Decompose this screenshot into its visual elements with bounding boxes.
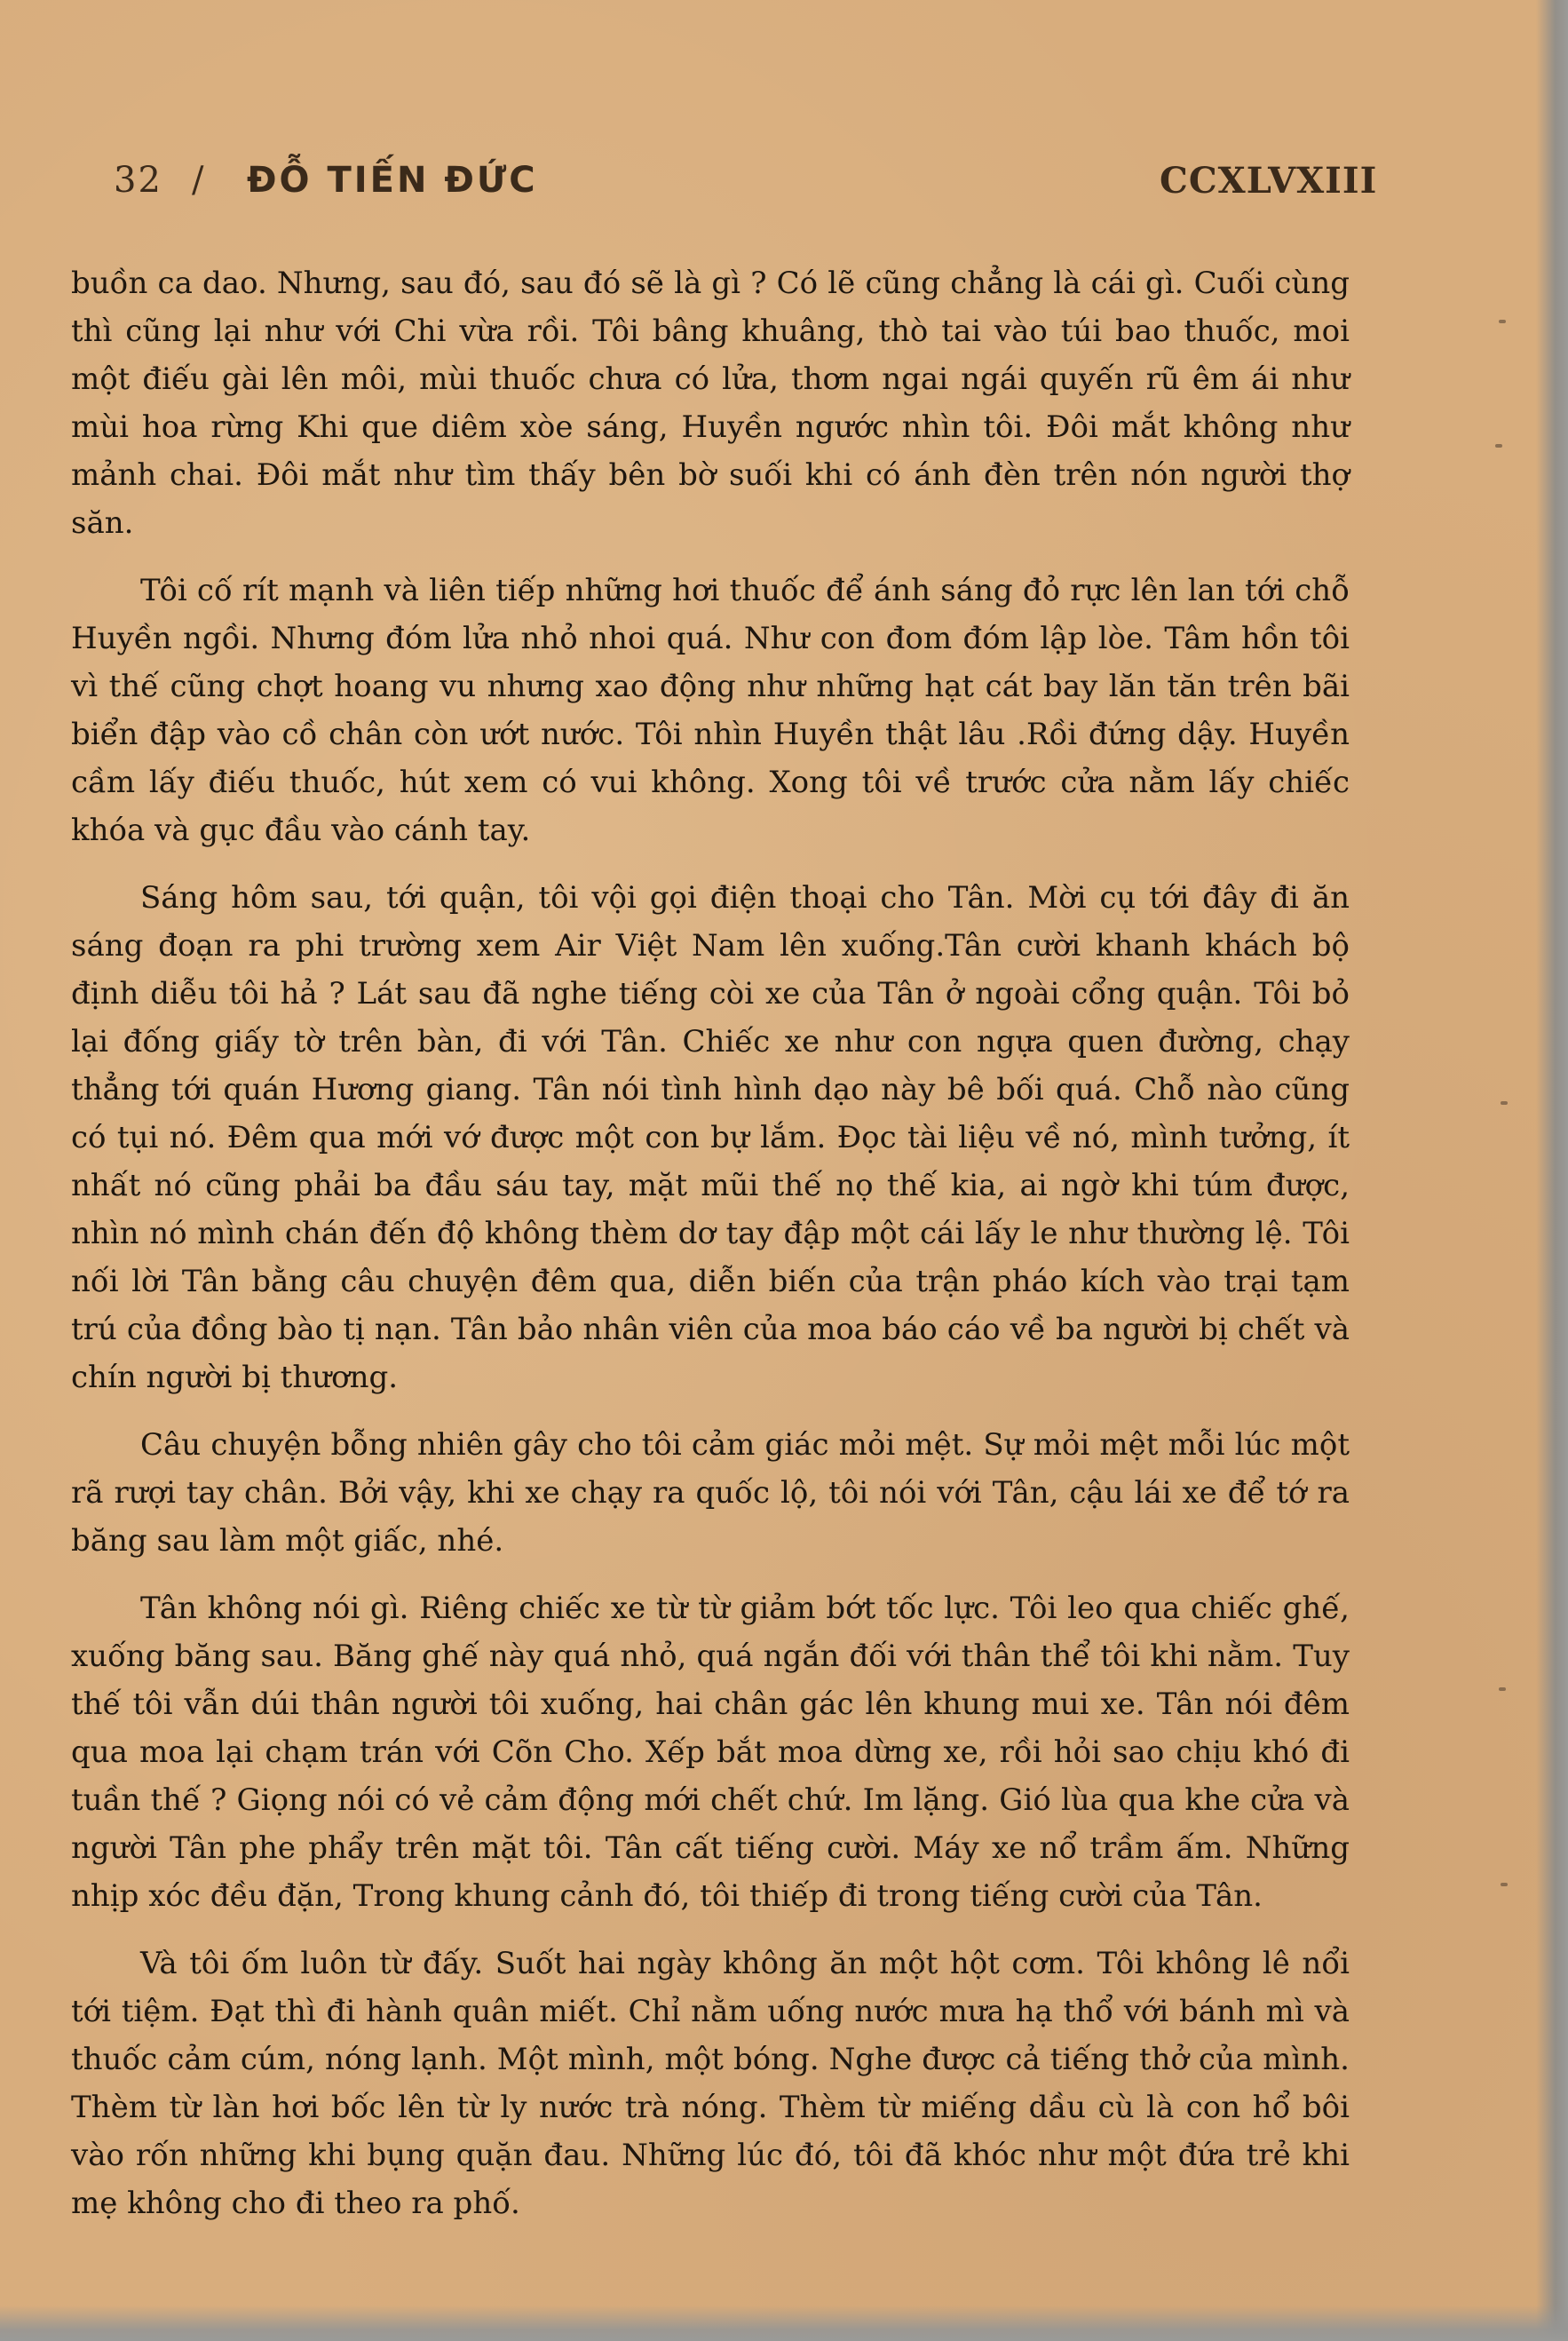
paragraph-6: Và tôi ốm luôn từ đấy. Suốt hai ngày không ăn một hột cơm. Tôi không lê nổi tới tiệm. Đạt thì đi hành quân miết. Chỉ nằm uống nước mưa hạ thổ với bánh mì và thuốc cảm cúm, nóng lạnh. Một mình, một bóng. Nghe được cả tiếng thở của mình. Thèm từ làn hơi bốc lên từ ly nước trà nóng. Thèm từ miếng dầu cù là con hổ bôi vào rốn những khi bụng quặn đau. Những lúc đó, tôi đã khóc như một đứa trẻ khi mẹ không cho đi theo ra phố. [71, 1946, 1350, 2221]
paper-speck [1499, 1687, 1506, 1691]
paper-speck [1501, 1101, 1508, 1105]
paper-speck [1499, 320, 1506, 323]
paper-speck [1501, 1883, 1508, 1886]
author-name: ĐỖ TIẾN ĐỨC [247, 160, 538, 201]
paragraph-1: buồn ca dao. Nhưng, sau đó, sau đó sẽ là gì ? Có lẽ cũng chẳng là cái gì. Cuối cùng thì cũng lại như với Chi vừa rồi. Tôi bâng khuâng, thò tai vào túi bao thuốc, moi một điếu gài lên môi, mùi thuốc chưa có lửa, thơm ngai ngái quyến rũ êm ái như mùi hoa rừng Khi que diêm xòe sáng, Huyền ngước nhìn tôi. Đôi mắt không như mảnh chai. Đôi mắt như tìm thấy bên bờ suối khi có ánh đèn trên nón người thợ săn. [71, 266, 1350, 541]
chapter-number: CCXLVXIII [1160, 160, 1378, 202]
paper-speck [1495, 444, 1502, 448]
paragraph-2: Tôi cố rít mạnh và liên tiếp những hơi thuốc để ánh sáng đỏ rực lên lan tới chỗ Huyền ngồi. Nhưng đóm lửa nhỏ nhoi quá. Như con đom đóm lập lòe. Tâm hồn tôi vì thế cũng chợt hoang vu nhưng xao động như những hạt cát bay lăn tăn trên bãi biển đập vào cồ chân còn ướt nước. Tôi nhìn Huyền thật lâu .Rồi đứng dậy. Huyền cầm lấy điếu thuốc, hút xem có vui không. Xong tôi về trước cửa nằm lấy chiếc khóa và gục đầu vào cánh tay. [71, 573, 1350, 848]
header-separator: / [192, 160, 206, 201]
body-text [71, 259, 1350, 2247]
page-number: 32 [114, 160, 162, 201]
running-header [114, 160, 1378, 213]
scan-edge-bottom [0, 2305, 1568, 2341]
paragraph-5: Tân không nói gì. Riêng chiếc xe từ từ giảm bớt tốc lực. Tôi leo qua chiếc ghế, xuống băng sau. Băng ghế này quá nhỏ, quá ngắn đối với thân thể tôi khi nằm. Tuy thế tôi vẫn dúi thân người tôi xuống, hai chân gác lên khung mui xe. Tân nói đêm qua moa lại chạm trán với Cõn Cho. Xếp bắt moa dừng xe, rồi hỏi sao chịu khó đi tuần thế ? Giọng nói có vẻ cảm động mới chết chứ. Im lặng. Gió lùa qua khe cửa và người Tân phe phẩy trên mặt tôi. Tân cất tiếng cười. Máy xe nổ trầm ấm. Những nhịp xóc đều đặn, Trong khung cảnh đó, tôi thiếp đi trong tiếng cười của Tân. [71, 1591, 1350, 1914]
scan-edge-right [1536, 0, 1568, 2341]
paragraph-4: Câu chuyện bỗng nhiên gây cho tôi cảm giác mỏi mệt. Sự mỏi mệt mỗi lúc một rã rượi tay chân. Bởi vậy, khi xe chạy ra quốc lộ, tôi nói với Tân, cậu lái xe để tớ ra băng sau làm một giấc, nhé. [71, 1427, 1350, 1559]
paragraph-3: Sáng hôm sau, tới quận, tôi vội gọi điện thoại cho Tân. Mời cụ tới đây đi ăn sáng đoạn ra phi trường xem Air Việt Nam lên xuống.Tân cười khanh khách bộ định diễu tôi hả ? Lát sau đã nghe tiếng còi xe của Tân ở ngoài cổng quận. Tôi bỏ lại đống giấy tờ trên bàn, đi với Tân. Chiếc xe như con ngựa quen đường, chạy thẳng tới quán Hương giang. Tân nói tình hình dạo này bê bối quá. Chỗ nào cũng có tụi nó. Đêm qua mới vớ được một con bự lắm. Đọc tài liệu về nó, mình tưởng, ít nhất nó cũng phải ba đầu sáu tay, mặt mũi thế nọ thế kia, ai ngờ khi túm được, nhìn nó mình chán đến độ không thèm dơ tay đập một cái lấy le như thường lệ. Tôi nối lời Tân bằng câu chuyện đêm qua, diễn biến của trận pháo kích vào trại tạm trú của đồng bào tị nạn. Tân bảo nhân viên của moa báo cáo về ba người bị chết và chín người bị thương. [71, 880, 1350, 1395]
